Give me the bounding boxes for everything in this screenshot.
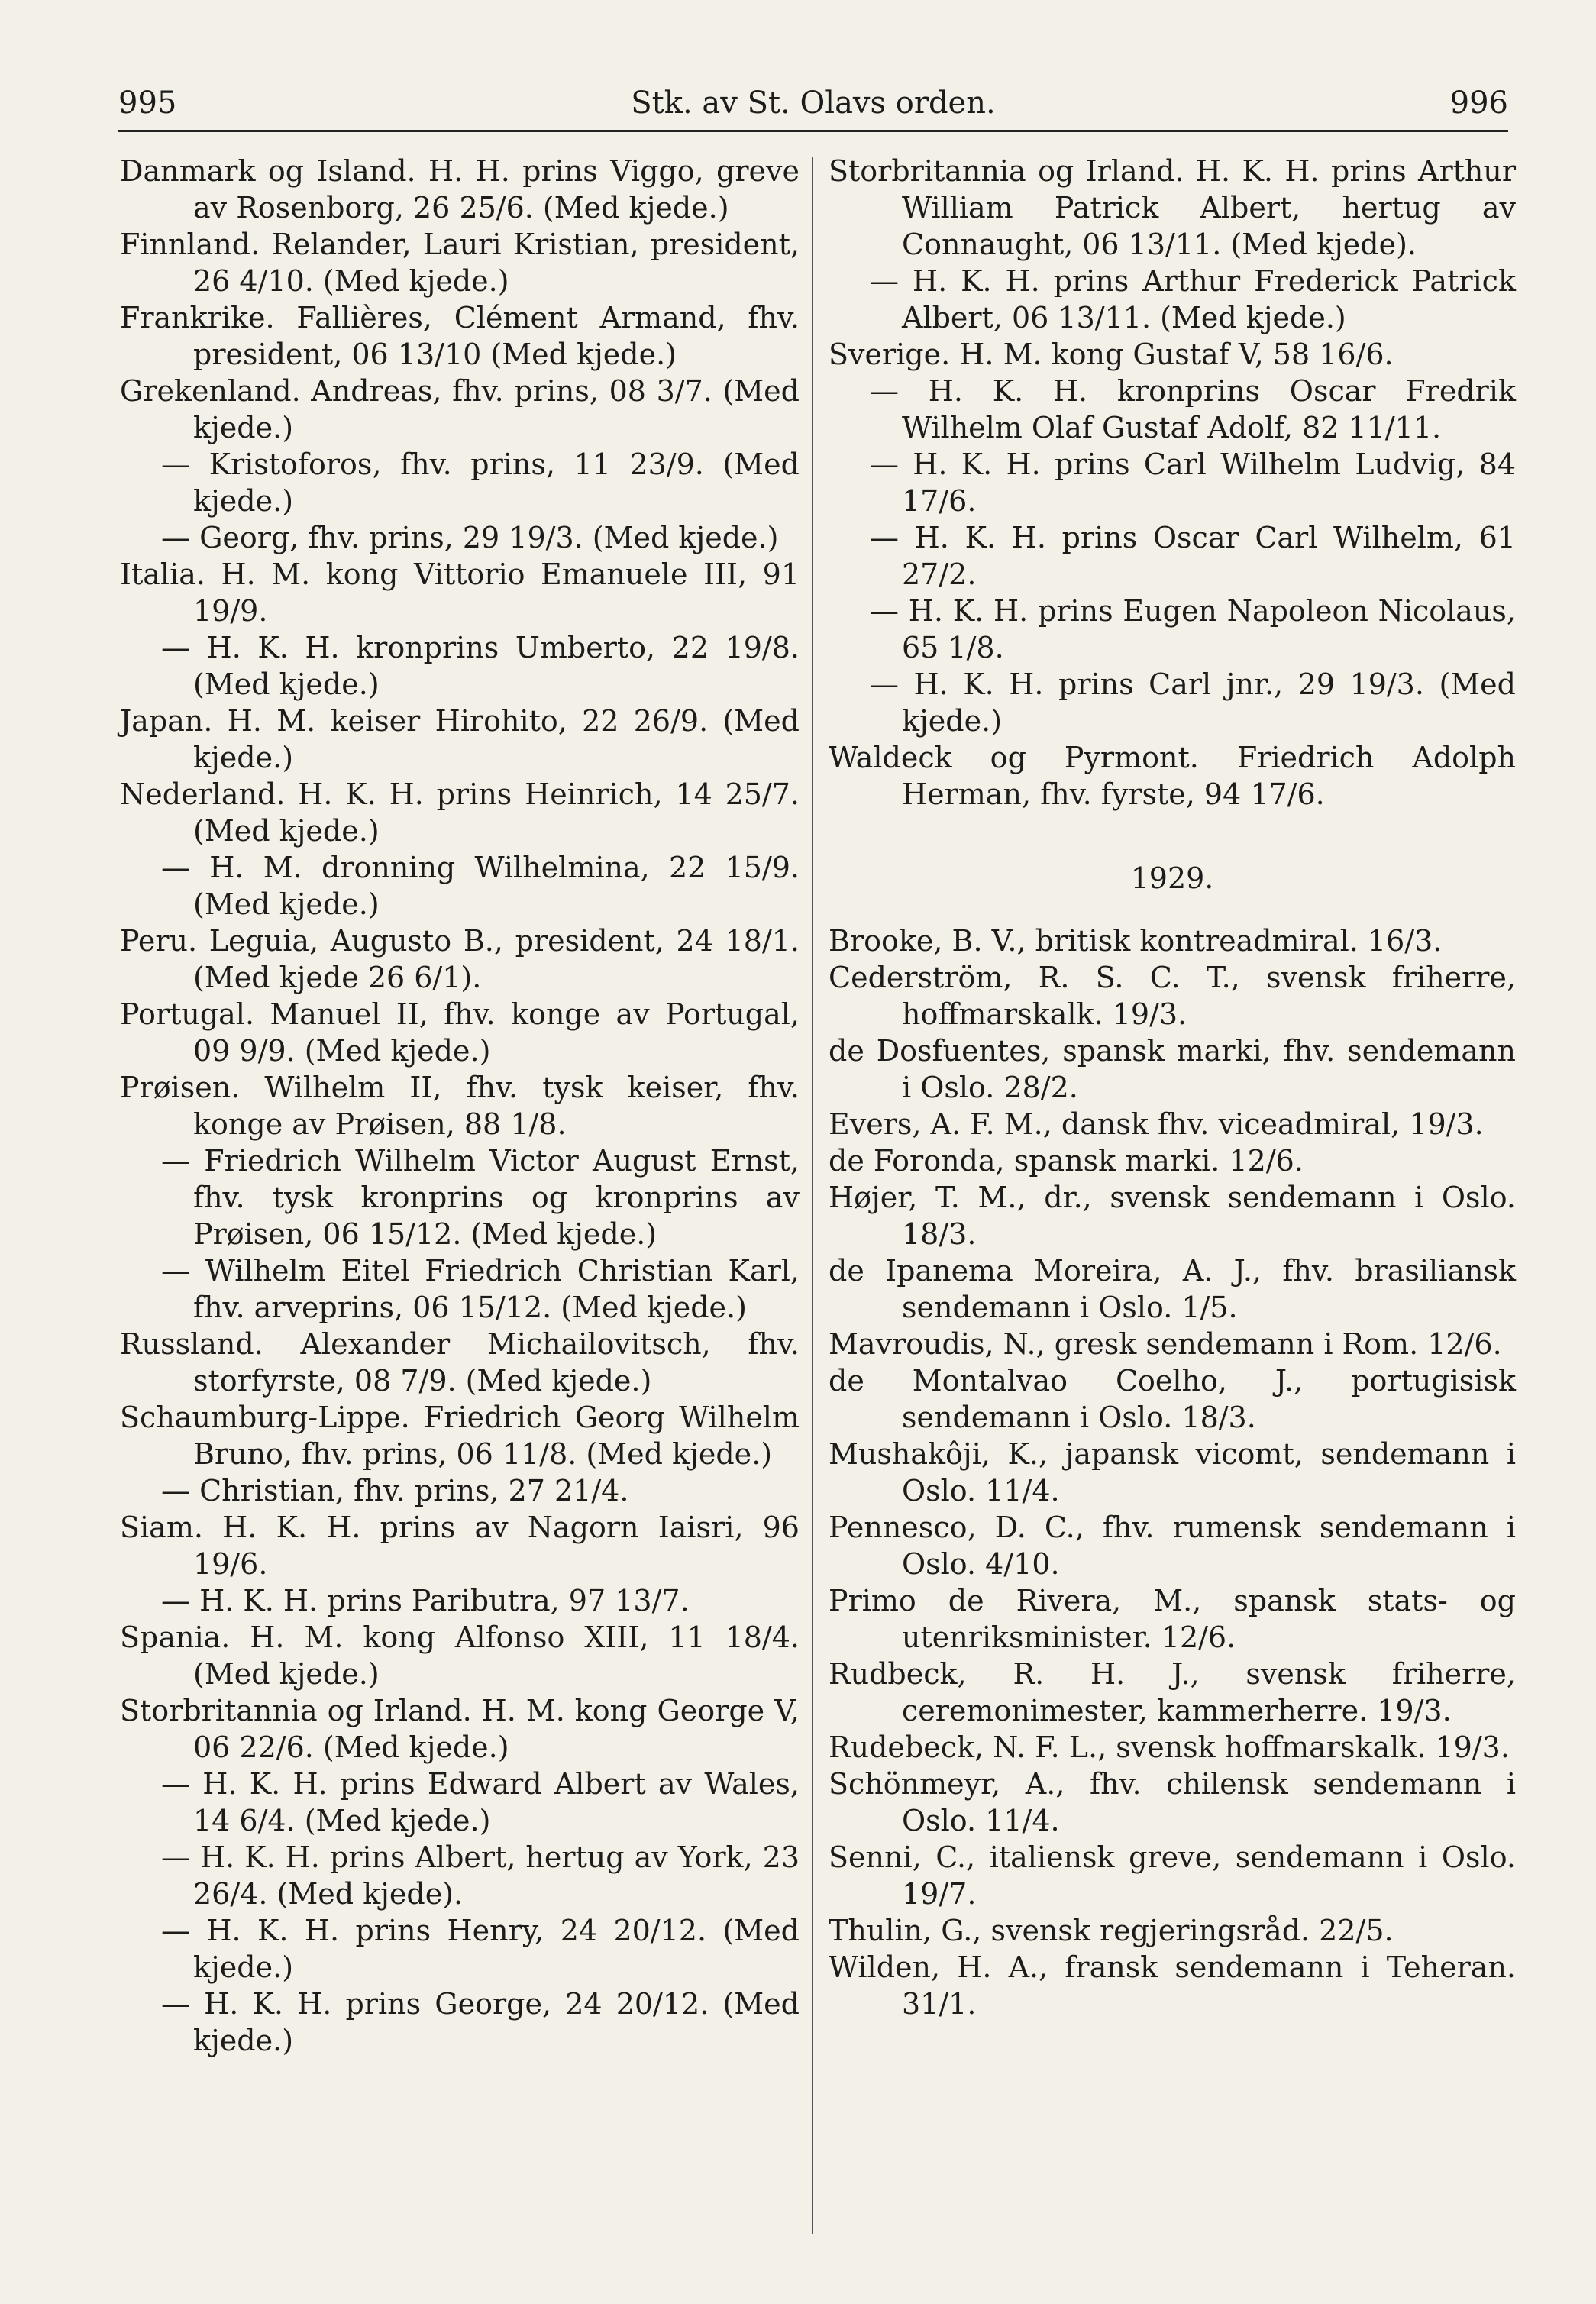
entry: Russland. Alexander Michailovitsch, fhv. storfyrste, 08 7/9. (Med kjede.) bbox=[120, 1327, 800, 1398]
entry: Primo de Rivera, M., spansk stats- og utenriksminister. 12/6. bbox=[829, 1584, 1516, 1654]
entry: de Dosfuentes, spansk marki, fhv. sendemann i Oslo. 28/2. bbox=[829, 1034, 1516, 1104]
entry: Storbritannia og Irland. H. K. H. prins Arthur William Patrick Albert, hertug av Connaught, 06 13/11. (Med kjede). bbox=[829, 154, 1516, 261]
sub-entry: — H. K. H. prins Henry, 24 20/12. (Med kjede.) bbox=[161, 1914, 800, 1984]
entry: Finnland. Relander, Lauri Kristian, president, 26 4/10. (Med kjede.) bbox=[120, 228, 800, 298]
entry: Thulin, G., svensk regjeringsråd. 22/5. bbox=[829, 1914, 1394, 1947]
page-header bbox=[118, 78, 1508, 131]
entry: Nederland. H. K. H. prins Heinrich, 14 25/7. (Med kjede.) bbox=[120, 777, 800, 848]
entry: Schaumburg-Lippe. Friedrich Georg Wilhelm Bruno, fhv. prins, 06 11/8. (Med kjede.) bbox=[120, 1401, 800, 1471]
sub-entry: — H. K. H. kronprins Oscar Fredrik Wilhelm Olaf Gustaf Adolf, 82 11/11. bbox=[870, 374, 1516, 444]
sub-entry: — Kristoforos, fhv. prins, 11 23/9. (Med kjede.) bbox=[161, 448, 800, 518]
column-divider bbox=[812, 157, 813, 2234]
sub-entry: — H. K. H. prins Arthur Frederick Patrick Albert, 06 13/11. (Med kjede.) bbox=[870, 264, 1516, 334]
entry: Schönmeyr, A., fhv. chilensk sendemann i Oslo. 11/4. bbox=[829, 1767, 1516, 1837]
sub-entry: — H. K. H. prins Eugen Napoleon Nicolaus, 65 1/8. bbox=[870, 594, 1516, 664]
sub-entry: — H. K. H. prins Carl Wilhelm Ludvig, 84 17/6. bbox=[870, 448, 1516, 518]
right-column bbox=[829, 153, 1516, 2022]
sub-entry: — H. K. H. kronprins Umberto, 22 19/8. (Med kjede.) bbox=[161, 631, 800, 701]
entry: Højer, T. M., dr., svensk sendemann i Oslo. 18/3. bbox=[829, 1181, 1516, 1251]
entry: Mavroudis, N., gresk sendemann i Rom. 12/6. bbox=[829, 1327, 1502, 1361]
entry: Waldeck og Pyrmont. Friedrich Adolph Herman, fhv. fyrste, 94 17/6. bbox=[829, 741, 1516, 811]
entry: Sverige. H. M. kong Gustaf V, 58 16/6. bbox=[829, 338, 1394, 371]
sub-entry: — H. M. dronning Wilhelmina, 22 15/9. (Med kjede.) bbox=[161, 851, 800, 921]
page-number-right: 996 bbox=[1449, 86, 1508, 121]
page-number-left: 995 bbox=[118, 86, 177, 121]
entry: Pennesco, D. C., fhv. rumensk sendemann i Oslo. 4/10. bbox=[829, 1511, 1516, 1581]
entry: Spania. H. M. kong Alfonso XIII, 11 18/4. (Med kjede.) bbox=[120, 1621, 800, 1691]
entry: Rudebeck, N. F. L., svensk hoffmarskalk. 19/3. bbox=[829, 1730, 1510, 1764]
entry: Danmark og Island. H. H. prins Viggo, greve av Rosenborg, 26 25/6. (Med kjede.) bbox=[120, 154, 800, 225]
entry: Peru. Leguia, Augusto B., president, 24 18/1. (Med kjede 26 6/1). bbox=[120, 924, 800, 994]
entry: Frankrike. Fallières, Clément Armand, fhv. president, 06 13/10 (Med kjede.) bbox=[120, 301, 800, 371]
entry: Portugal. Manuel II, fhv. konge av Portugal, 09 9/9. (Med kjede.) bbox=[120, 997, 800, 1068]
sub-entry: — Christian, fhv. prins, 27 21/4. bbox=[161, 1474, 629, 1507]
entry: Cederström, R. S. C. T., svensk friherre, hoffmarskalk. 19/3. bbox=[829, 961, 1516, 1031]
entry: Evers, A. F. M., dansk fhv. viceadmiral, 19/3. bbox=[829, 1107, 1484, 1141]
entry: Prøisen. Wilhelm II, fhv. tysk keiser, fhv. konge av Prøisen, 88 1/8. bbox=[120, 1071, 800, 1141]
entry: Mushakôji, K., japansk vicomt, sendemann i Oslo. 11/4. bbox=[829, 1437, 1516, 1507]
sub-entry: — H. K. H. prins Albert, hertug av York, 23 26/4. (Med kjede). bbox=[161, 1840, 800, 1911]
entry: de Montalvao Coelho, J., portugisisk sendemann i Oslo. 18/3. bbox=[829, 1364, 1516, 1434]
sub-entry: — H. K. H. prins Edward Albert av Wales, 14 6/4. (Med kjede.) bbox=[161, 1767, 800, 1837]
entry: Grekenland. Andreas, fhv. prins, 08 3/7. (Med kjede.) bbox=[120, 374, 800, 444]
entry: Japan. H. M. keiser Hirohito, 22 26/9. (Med kjede.) bbox=[120, 704, 800, 774]
sub-entry: — H. K. H. prins Paributra, 97 13/7. bbox=[161, 1584, 690, 1617]
sub-entry: — H. K. H. prins Carl jnr., 29 19/3. (Med kjede.) bbox=[870, 667, 1516, 738]
entry: Wilden, H. A., fransk sendemann i Teheran. 31/1. bbox=[829, 1950, 1516, 2021]
sub-entry: — Wilhelm Eitel Friedrich Christian Karl, fhv. arveprins, 06 15/12. (Med kjede.) bbox=[161, 1254, 800, 1324]
entry: de Foronda, spansk marki. 12/6. bbox=[829, 1144, 1304, 1178]
entry: Rudbeck, R. H. J., svensk friherre, ceremonimester, kammerherre. 19/3. bbox=[829, 1657, 1516, 1727]
entry: Storbritannia og Irland. H. M. kong George V, 06 22/6. (Med kjede.) bbox=[120, 1694, 800, 1764]
entry: Brooke, B. V., britisk kontreadmiral. 16/3. bbox=[829, 924, 1443, 958]
entry: Senni, C., italiensk greve, sendemann i Oslo. 19/7. bbox=[829, 1840, 1516, 1911]
entry: Siam. H. K. H. prins av Nagorn Iaisri, 96 19/6. bbox=[120, 1511, 800, 1581]
header-rule bbox=[118, 130, 1508, 132]
entry: de Ipanema Moreira, A. J., fhv. brasiliansk sendemann i Oslo. 1/5. bbox=[829, 1254, 1516, 1324]
left-column bbox=[120, 153, 800, 2059]
sub-entry: — H. K. H. prins Oscar Carl Wilhelm, 61 27/2. bbox=[870, 521, 1516, 591]
sub-entry: — Friedrich Wilhelm Victor August Ernst, fhv. tysk kronprins og kronprins av Prøisen, 06 15/12. (Med kjede.) bbox=[161, 1144, 800, 1251]
sub-entry: — H. K. H. prins George, 24 20/12. (Med kjede.) bbox=[161, 1987, 800, 2057]
entry: Italia. H. M. kong Vittorio Emanuele III, 91 19/9. bbox=[120, 557, 800, 628]
year-heading: 1929. bbox=[1130, 861, 1214, 895]
running-title: Stk. av St. Olavs orden. bbox=[631, 86, 996, 121]
sub-entry: — Georg, fhv. prins, 29 19/3. (Med kjede.) bbox=[161, 521, 779, 554]
